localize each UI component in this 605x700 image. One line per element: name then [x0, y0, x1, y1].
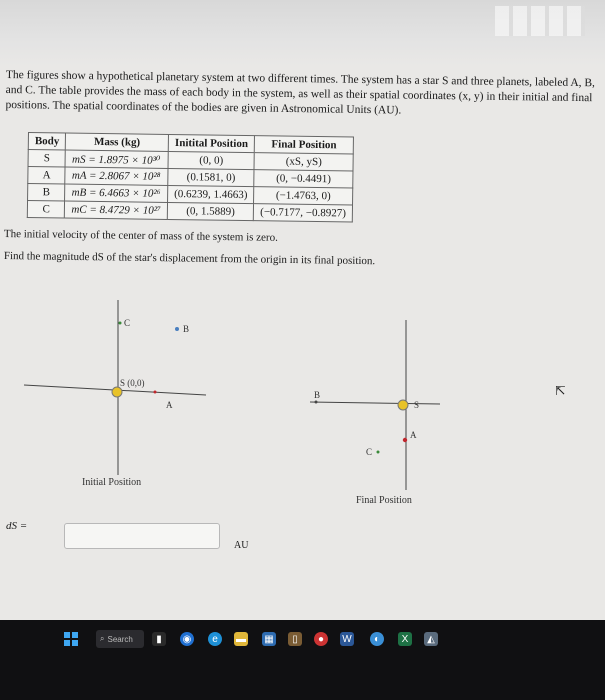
problem-line-2: and C. The table provides the mass of each body in the system, as well as their spatial coordinates (x, y) in their initial and final: [5, 83, 593, 105]
problem-line-3: positions. The spatial coordinates of the bodies are given in Astronomical Units (AU).: [5, 98, 402, 117]
screen-glare: [0, 0, 605, 66]
cell-final: (−0.7177, −0.8927): [254, 204, 353, 222]
cell-body: B: [28, 184, 66, 202]
task-view-icon[interactable]: ▮: [152, 632, 166, 646]
header-initial: Initital Position: [168, 134, 255, 152]
taskbar-search-box[interactable]: [96, 630, 144, 648]
planet-b-final: [315, 401, 318, 404]
cell-final: (xS, yS): [254, 153, 353, 171]
final-x-axis: [310, 402, 440, 404]
cell-mass: mA = 2.8067 × 10²⁸: [65, 167, 168, 185]
header-final: Final Position: [255, 136, 354, 154]
planet-a-final: [403, 438, 407, 442]
velocity-statement: The initial velocity of the center of mass of the system is zero.: [3, 228, 278, 244]
problem-line-1: The figures show a hypothetical planetary system at two different times. The system has a star S and three planets, labeled A, B,: [5, 68, 596, 90]
star-s-final-label: S: [414, 400, 420, 410]
cell-initial: (0, 0): [168, 151, 255, 169]
browser-icon[interactable]: ◐: [370, 632, 384, 646]
mass-position-table: [27, 132, 354, 223]
planet-a-final-label: A: [410, 430, 417, 440]
planet-b-initial-label: B: [183, 324, 190, 334]
position-diagrams: [0, 290, 605, 515]
problem-statement: [5, 68, 598, 121]
header-body: Body: [28, 133, 66, 151]
cell-mass: mS = 1.8975 × 10³⁰: [65, 150, 168, 168]
planet-c-initial: [119, 322, 122, 325]
final-caption: Final Position: [356, 495, 412, 506]
planet-b-final-label: B: [314, 390, 321, 400]
cell-mass: mB = 6.4663 × 10²⁶: [65, 184, 168, 202]
cell-final: (−1.4763, 0): [254, 187, 353, 205]
files-icon[interactable]: ▬: [236, 633, 246, 645]
answer-label: dS =: [6, 520, 28, 532]
question-text: Find the magnitude dS of the star's displacement from the origin in its final position.: [3, 250, 376, 268]
planet-c-initial-label: C: [124, 318, 131, 328]
cell-mass: mC = 8.4729 × 10²⁷: [65, 201, 168, 219]
mouse-cursor-icon: ⇱: [555, 383, 566, 398]
photos-icon[interactable]: ◭: [424, 632, 438, 646]
search-icon: ⌕: [100, 634, 105, 643]
chrome-icon[interactable]: ●: [314, 632, 328, 646]
cell-final: (0, −0.4491): [254, 170, 353, 188]
planet-a-initial-label: A: [166, 400, 173, 410]
table-row: [27, 201, 352, 223]
initial-diagram: [24, 300, 206, 488]
store-icon[interactable]: ▦: [262, 632, 276, 646]
star-s-initial: [112, 387, 122, 397]
windows-icon[interactable]: [64, 632, 78, 646]
glare-reflection: [495, 6, 585, 36]
star-s-final: [398, 400, 408, 410]
zoom-icon[interactable]: ◉: [180, 632, 194, 646]
star-s-initial-label: S (0,0): [120, 378, 145, 388]
search-label: Search: [107, 634, 133, 644]
app-icon[interactable]: ▯: [288, 632, 302, 646]
answer-unit: AU: [234, 540, 249, 551]
planet-a-initial: [154, 391, 157, 394]
planet-c-final-label: C: [366, 447, 373, 457]
cell-body: A: [28, 167, 66, 185]
cell-initial: (0.1581, 0): [168, 168, 255, 186]
final-diagram: [310, 320, 440, 506]
planet-c-final: [377, 451, 380, 454]
taskbar: [0, 620, 605, 700]
edge-icon[interactable]: e: [208, 632, 222, 646]
cell-initial: (0.6239, 1.4663): [167, 185, 254, 203]
cell-body: S: [28, 150, 66, 168]
excel-icon[interactable]: X: [398, 632, 412, 646]
planet-b-initial: [175, 327, 179, 331]
header-mass: Mass (kg): [66, 133, 169, 151]
answer-input[interactable]: [64, 523, 220, 549]
cell-body: C: [27, 201, 65, 219]
cell-initial: (0, 1.5889): [167, 202, 254, 220]
word-icon[interactable]: W: [340, 632, 354, 646]
initial-caption: Initial Position: [82, 477, 142, 488]
